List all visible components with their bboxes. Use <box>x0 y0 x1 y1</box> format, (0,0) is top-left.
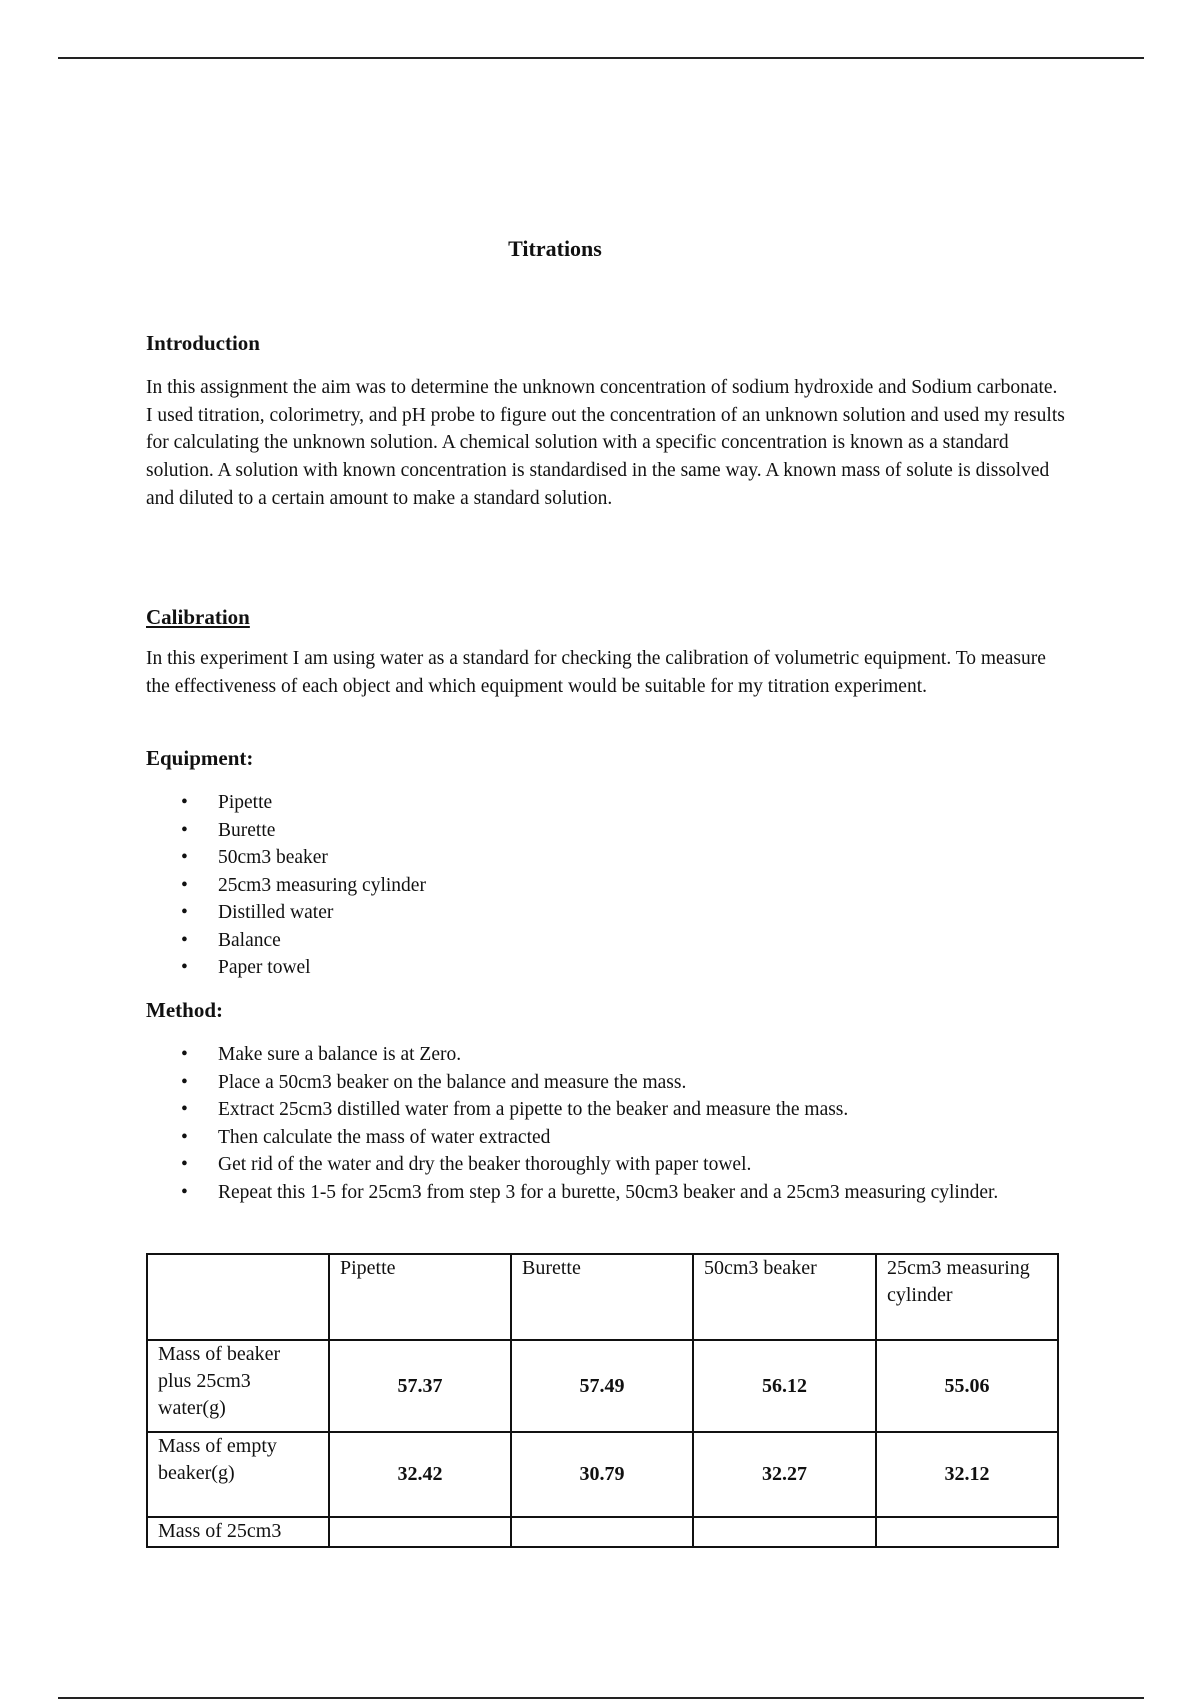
method-step: • Extract 25cm3 distilled water from a pipette to the beaker and measure the mass. <box>146 1096 1046 1124</box>
page-top-rule <box>58 57 1144 59</box>
table-cell <box>329 1517 511 1547</box>
table-header-cell: 25cm3 measuring cylinder <box>876 1254 1058 1340</box>
table-cell <box>511 1517 693 1547</box>
table-row <box>147 1517 1058 1547</box>
table-cell <box>693 1517 876 1547</box>
row-label: Mass of empty beaker(g) <box>147 1432 329 1517</box>
document-title: Titrations <box>508 236 602 261</box>
table-cell: 32.27 <box>693 1432 876 1517</box>
method-heading: Method: <box>146 998 223 1022</box>
table-header-cell: Pipette <box>329 1254 511 1340</box>
introduction-paragraph: In this assignment the aim was to determine the unknown concentration of sodium hydroxide and Sodium carbonate. I used titration, colorimetry, and pH probe to figure out the concentration of an unknown solution and used my results for calculating the unknown solution. A chemical solution with a specific concentration is known as a standard solution. A solution with known concentration is standardised in the same way. A known mass of solute is dissolved and diluted to a certain amount to make a standard solution. <box>146 377 1065 509</box>
method-step: • Repeat this 1-5 for 25cm3 from step 3 for a burette, 50cm3 beaker and a 25cm3 measuring cylinder. <box>146 1179 1018 1207</box>
table-header-cell: Burette <box>511 1254 693 1340</box>
introduction-heading: Introduction <box>146 331 260 355</box>
table-header-cell <box>147 1254 329 1340</box>
row-label: Mass of 25cm3 <box>147 1517 329 1547</box>
method-list <box>146 1041 1046 1206</box>
table-row <box>147 1340 1058 1432</box>
table-cell: 57.37 <box>329 1340 511 1432</box>
equipment-item: • Balance <box>146 927 1046 955</box>
table-cell: 57.49 <box>511 1340 693 1432</box>
table-cell: 32.42 <box>329 1432 511 1517</box>
equipment-item: • Pipette <box>146 789 1046 817</box>
equipment-item: • Distilled water <box>146 899 1046 927</box>
equipment-list <box>146 789 1046 982</box>
page-bottom-rule <box>58 1697 1144 1699</box>
equipment-item: • 25cm3 measuring cylinder <box>146 872 1046 900</box>
equipment-item: • Paper towel <box>146 954 1046 982</box>
equipment-heading: Equipment: <box>146 746 254 770</box>
table-cell: 55.06 <box>876 1340 1058 1432</box>
calibration-heading: Calibration <box>146 605 250 629</box>
method-step: • Place a 50cm3 beaker on the balance and measure the mass. <box>146 1069 1046 1097</box>
method-step: • Get rid of the water and dry the beaker thoroughly with paper towel. <box>146 1151 1046 1179</box>
table-cell: 56.12 <box>693 1340 876 1432</box>
table-header-cell: 50cm3 beaker <box>693 1254 876 1340</box>
calibration-paragraph: In this experiment I am using water as a standard for checking the calibration of volumetric equipment. To measure the effectiveness of each object and which equipment would be suitable for my titration experiment. <box>146 648 1046 697</box>
table-header-row <box>147 1254 1058 1340</box>
equipment-item: • Burette <box>146 817 1046 845</box>
calibration-results-table <box>146 1253 1059 1548</box>
method-step: • Make sure a balance is at Zero. <box>146 1041 1046 1069</box>
table-cell <box>876 1517 1058 1547</box>
row-label: Mass of beaker plus 25cm3 water(g) <box>147 1340 329 1432</box>
table-cell: 30.79 <box>511 1432 693 1517</box>
equipment-item: • 50cm3 beaker <box>146 844 1046 872</box>
table-row <box>147 1432 1058 1517</box>
table-cell: 32.12 <box>876 1432 1058 1517</box>
method-step: • Then calculate the mass of water extracted <box>146 1124 1046 1152</box>
